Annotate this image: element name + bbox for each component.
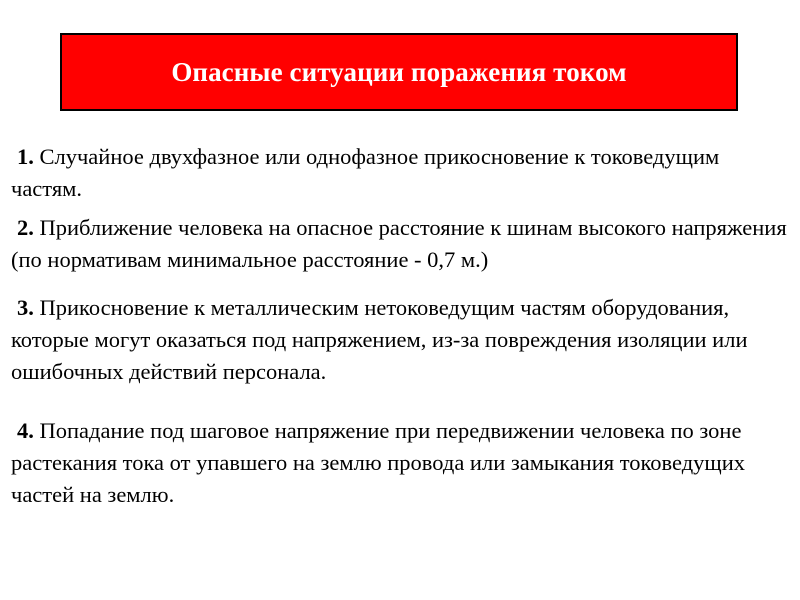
title-banner (60, 33, 738, 111)
item-text: Случайное двухфазное или однофазное прикосновение к токоведущим частям. (11, 144, 720, 201)
list-item-3 (11, 292, 791, 388)
item-number: 2. (17, 215, 34, 240)
item-number: 1. (17, 144, 34, 169)
item-number: 3. (17, 295, 34, 320)
list-item-1 (11, 141, 791, 205)
item-text: Прикосновение к металлическим нетоковедущим частям оборудования, которые могут оказаться под напряжением, из-за повреждения изоляции или ошибочных действий персонала. (11, 295, 748, 384)
slide-title: Опасные ситуации поражения током (171, 56, 627, 87)
item-text: Попадание под шаговое напряжение при передвижении человека по зоне растекания тока от упавшего на землю провода или замыкания токоведущих частей на землю. (11, 418, 746, 507)
list-item-4 (11, 415, 791, 511)
item-number: 4. (17, 418, 34, 443)
item-text: Приближение человека на опасное расстояние к шинам высокого напряжения (по нормативам минимальное расстояние - 0,7 м.) (11, 215, 787, 272)
list-item-2 (11, 212, 791, 276)
